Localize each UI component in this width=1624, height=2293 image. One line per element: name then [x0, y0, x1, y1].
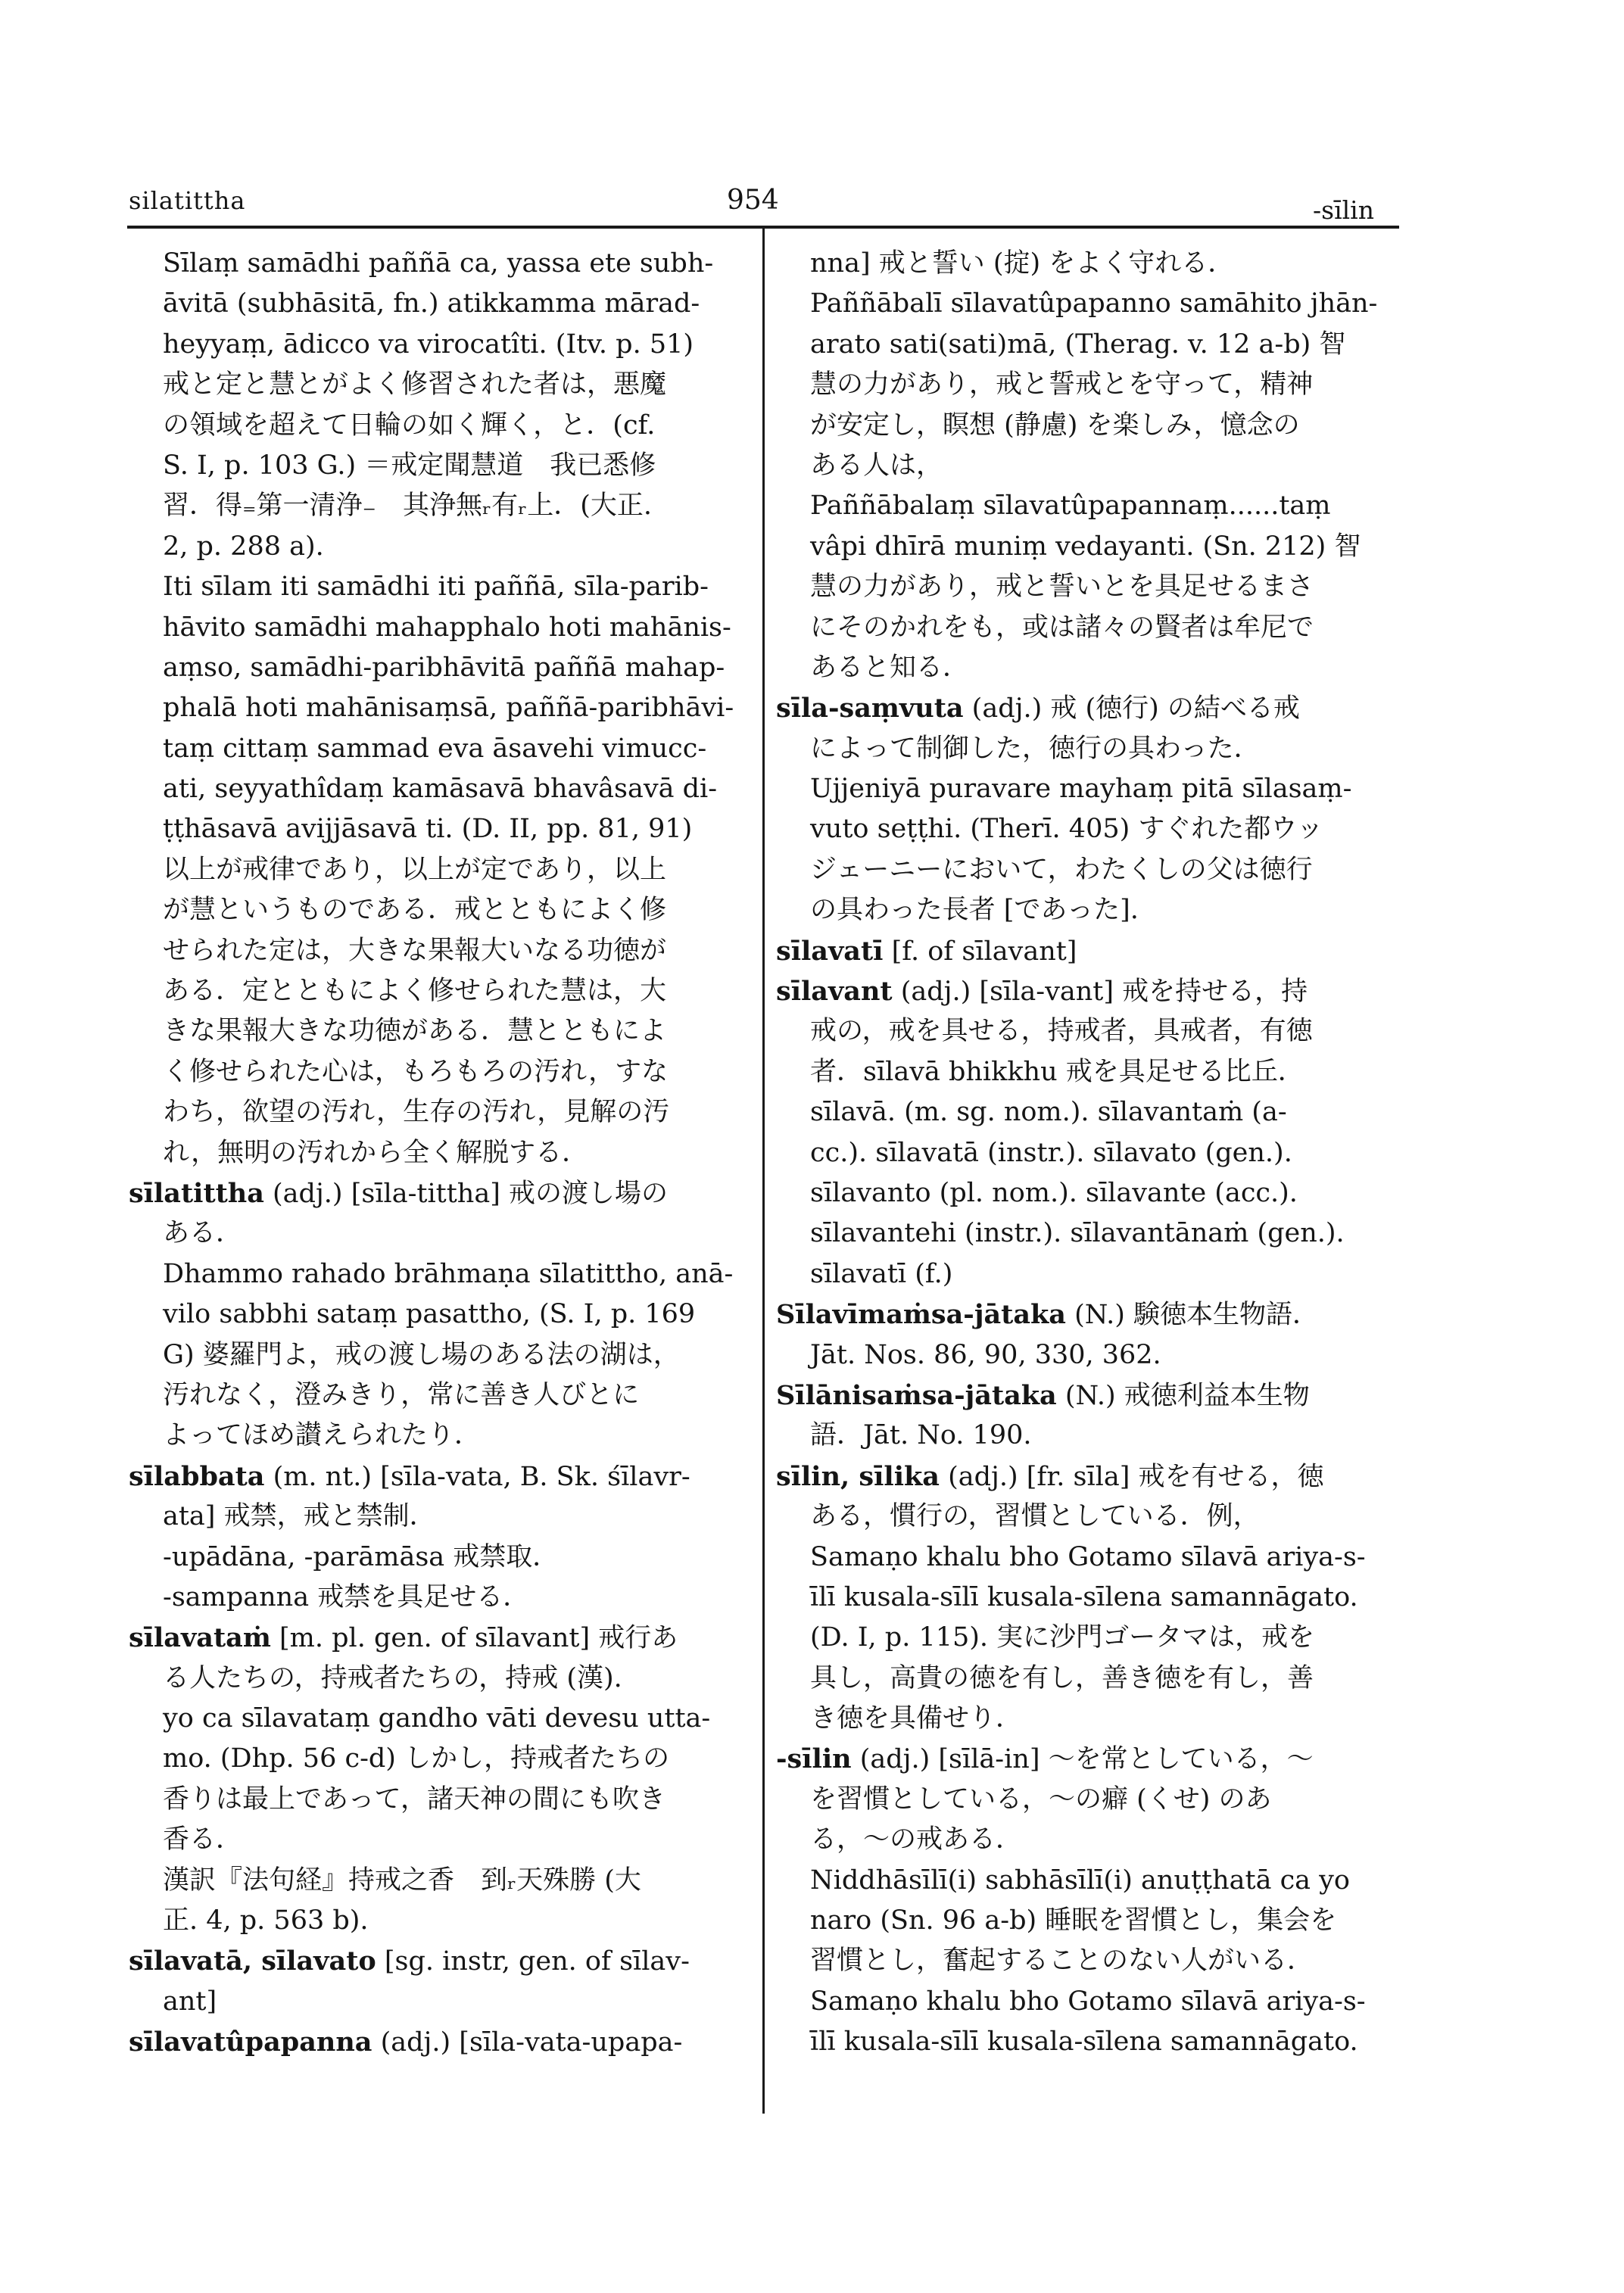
entry-definition: (adj.) [fr. sīla] 戒を有せる，徳 [939, 1461, 1324, 1492]
entry-headword-line [776, 688, 1401, 728]
entry-headword-line [129, 1618, 750, 1658]
entry-text-line: の具わった長者 [であった]. [810, 895, 1139, 926]
entry-text-line: 習慣とし，奮起することのない人がいる． [810, 1946, 1314, 1977]
entry-headword-line [776, 971, 1401, 1011]
entry-text-line: -upādāna, -parāmāsa 戒禁取． [163, 1541, 560, 1572]
entry-text-line: 習．得₌第一清浄₋ 其浄無ᵣ有ᵣ上．(大正. [163, 491, 653, 522]
headword: -sīlin [776, 1743, 852, 1775]
entry-text-line: vuto seṭṭhi. (Therī. 405) すぐれた都ウッ [810, 814, 1323, 845]
entry-text-line: わち，欲望の汚れ，生存の汚れ，見解の汚 [163, 1097, 670, 1128]
entry-text-line: Iti sīlam iti samādhi iti paññā, sīla-parib- [163, 572, 709, 603]
entry-headword-line [776, 1456, 1401, 1497]
entry-text-line: phalā hoti mahānisaṃsā, paññā-paribhāvi- [163, 693, 734, 724]
entry-definition: (adj.) [sīla-vata-upapa- [372, 2027, 683, 2058]
entry-headword-line [129, 1456, 750, 1497]
running-head-left: silatittha [129, 186, 246, 215]
entry-text-line: Jāt. Nos. 86, 90, 330, 362. [810, 1339, 1161, 1370]
headword: sīla-saṃvuta [776, 693, 964, 724]
headword: Sīlānisaṁsa-jātaka [776, 1379, 1057, 1411]
entry-text-line: によって制御した，徳行の具わった． [810, 733, 1261, 764]
entry-text-line: sīlavā. (m. sg. nom.). sīlavantaṁ (a- [810, 1097, 1287, 1128]
entry-text-line: 香る． [163, 1824, 243, 1855]
entry-definition: (N.) 験徳本生物語． [1065, 1300, 1320, 1331]
entry-text-line: āvitā (subhāsitā, fn.) atikkamma mārad- [163, 288, 700, 319]
entry-text-line: 戒の，戒を具せる，持戒者，具戒者，有徳 [810, 1016, 1313, 1047]
entry-headword-line [129, 1173, 750, 1213]
entry-definition: (adj.) 戒 (徳行) の結べる戒 [963, 693, 1300, 724]
entry-text-line: mo. (Dhp. 56 c-d) しかし，持戒者たちの [163, 1743, 670, 1774]
entry-text-line: ある．定とともによく修せられた慧は，大 [163, 976, 667, 1007]
entry-text-line: れ，無明の汚れから全く解脱する． [163, 1137, 589, 1168]
headword: sīlavatûpapanna [129, 2027, 372, 2058]
entry-text-line: vâpi dhīrā muniṃ vedayanti. (Sn. 212) 智 [810, 531, 1361, 562]
entry-text-line: が安定し，瞑想 (静慮) を楽しみ，憶念の [810, 410, 1300, 441]
entry-definition: [sg. instr, gen. of sīlav- [376, 1946, 690, 1977]
entry-definition: (adj.) [sīla-vant] 戒を持せる，持 [892, 977, 1308, 1008]
entry-text-line: 香りは最上であって，諸天神の間にも吹き [163, 1784, 665, 1815]
headword: sīlabbata [129, 1460, 265, 1492]
entry-headword-line [776, 931, 1401, 971]
entry-headword-line [776, 1739, 1401, 1779]
entry-text-line: く修せられた心は，もろもろの汚れ，すな [163, 1056, 669, 1087]
entry-text-line: ati, seyyathîdaṃ kamāsavā bhavâsavā di- [163, 774, 718, 805]
headword: sīlavatā, sīlavato [129, 1946, 376, 1977]
entry-text-line: 者．sīlavā bhikkhu 戒を具足せる比丘． [810, 1056, 1304, 1087]
entry-text-line: hāvito samādhi mahapphalo hoti mahānis- [163, 612, 731, 643]
entry-text-line: が慧というものである．戒とともによく修 [163, 895, 667, 926]
entry-definition: (adj.) [sīla-tittha] 戒の渡し場の [263, 1178, 668, 1209]
entry-text-line: īlī kusala-sīlī kusala-sīlena samannāgato. [810, 2027, 1358, 2058]
entry-text-line: る人たちの，持戒者たちの，持戒 (漢). [163, 1662, 622, 1693]
entry-text-line: 2, p. 288 a). [163, 531, 324, 562]
entry-text-line: naro (Sn. 96 a-b) 睡眠を習慣とし，集会を [810, 1905, 1337, 1936]
entry-text-line: よってほめ讃えられたり． [163, 1420, 482, 1451]
entry-text-line: yo ca sīlavataṃ gandho vāti devesu utta- [163, 1703, 711, 1734]
entry-text-line: る，～の戒ある． [810, 1824, 1023, 1855]
entry-text-line: 汚れなく，澄みきり，常に善き人びとに [163, 1379, 640, 1410]
entry-text-line: aṃso, samādhi-paribhāvitā paññā mahap- [163, 652, 725, 683]
entry-headword-line [129, 1941, 750, 1981]
entry-text-line: き徳を具備せり． [810, 1703, 1023, 1734]
entry-text-line: ある，慣行の，習慣としている．例， [810, 1501, 1260, 1532]
entry-definition: [f. of sīlavant] [883, 936, 1077, 967]
headword: sīlavant [776, 976, 893, 1008]
column-divider [762, 229, 765, 2114]
entry-text-line: G) 婆羅門よ，戒の渡し場のある法の湖は， [163, 1339, 680, 1370]
entry-text-line: 慧の力があり，戒と誓戒とを守って，精神 [810, 369, 1314, 400]
headword: sīlin, sīlika [776, 1460, 940, 1492]
entry-text-line: vilo sabbhi sataṃ pasattho, (S. I, p. 169 [163, 1299, 696, 1330]
entry-text-line: の領域を超えて日輪の如く輝く，と．(cf. [163, 410, 656, 441]
entry-text-line: (D. I, p. 115). 実に沙門ゴータマは，戒を [810, 1622, 1315, 1653]
entry-definition: (adj.) [sīlā-in] ～を常としている，～ [851, 1744, 1314, 1775]
entry-text-line: 語．Jāt. No. 190. [810, 1420, 1032, 1451]
entry-text-line: nna] 戒と誓い (掟) をよく守れる． [810, 248, 1235, 279]
entry-text-line: heyyaṃ, ādicco va virocatîti. (Itv. p. 51) [163, 329, 694, 360]
entry-text-line: 具し，高貴の徳を有し，善き徳を有し，善 [810, 1662, 1314, 1693]
entry-text-line: 正. 4, p. 563 b). [163, 1905, 369, 1936]
entry-text-line: sīlavantehi (instr.). sīlavantānaṁ (gen.). [810, 1218, 1345, 1249]
entry-text-line: 慧の力があり，戒と誓いとを具足せるまさ [810, 572, 1314, 603]
entry-text-line: 漢訳『法句経』持戒之香 到ᵣ天殊勝 (大 [163, 1865, 641, 1896]
headword: sīlatittha [129, 1177, 264, 1209]
entry-text-line: ṭṭhāsavā avijjāsavā ti. (D. II, pp. 81, 91) [163, 814, 693, 845]
entry-text-line: S. I, p. 103 G.) ＝戒定聞慧道 我已悉修 [163, 450, 656, 481]
entry-text-line: Samaṇo khalu bho Gotamo sīlavā ariya-s- [810, 1986, 1366, 2017]
entry-text-line: Paññābalaṃ sīlavatûpapannaṃ......taṃ [810, 491, 1331, 522]
entry-definition: (m. nt.) [sīla-vata, B. Sk. śīlavr- [264, 1461, 690, 1492]
entry-text-line: ant] [163, 1986, 217, 2017]
headword: Sīlavīmaṁsa-jātaka [776, 1299, 1066, 1331]
left-column [129, 244, 750, 2063]
running-head-right: -sīlin [1312, 195, 1374, 225]
entry-text-line: せられた定は，大きな果報大いなる功徳が [163, 935, 667, 966]
headword: sīlavatī [776, 935, 884, 967]
entry-text-line: Paññābalī sīlavatûpapanno samāhito jhān- [810, 288, 1378, 319]
entry-text-line: arato sati(sati)mā, (Therag. v. 12 a-b) 智 [810, 329, 1346, 360]
entry-headword-line [129, 2022, 750, 2062]
entry-text-line: Ujjeniyā puravare mayhaṃ pitā sīlasaṃ- [810, 774, 1352, 805]
entry-text-line: ata] 戒禁，戒と禁制． [163, 1501, 436, 1532]
entry-text-line: Sīlaṃ samādhi paññā ca, yassa ete subh- [163, 248, 714, 279]
page-number: 954 [727, 185, 779, 216]
entry-text-line: 戒と定と慧とがよく修習された者は，悪魔 [163, 369, 667, 400]
entry-text-line: Samaṇo khalu bho Gotamo sīlavā ariya-s- [810, 1541, 1366, 1572]
entry-text-line: cc.). sīlavatā (instr.). sīlavato (gen.). [810, 1137, 1292, 1168]
entry-text-line: Niddhāsīlī(i) sabhāsīlī(i) anuṭṭhatā ca yo [810, 1865, 1351, 1896]
entry-text-line: taṃ cittaṃ sammad eva āsavehi vimucc- [163, 733, 707, 764]
entry-text-line: ジェーニーにおいて，わたくしの父は徳行 [810, 854, 1313, 885]
entry-text-line: を習慣としている，～の癖 (くせ) のあ [810, 1784, 1272, 1815]
entry-text-line: にそのかれをも，或は諸々の賢者は牟尼で [810, 612, 1314, 643]
entry-text-line: ある． [163, 1218, 243, 1249]
entry-text-line: きな果報大きな功徳がある．慧とともによ [163, 1016, 667, 1047]
entry-definition: [m. pl. gen. of sīlavant] 戒行あ [270, 1623, 678, 1654]
entry-text-line: 以上が戒律であり，以上が定であり，以上 [163, 854, 667, 885]
entry-text-line: あると知る． [810, 652, 970, 683]
entry-headword-line [776, 1375, 1401, 1416]
entry-headword-line [776, 1294, 1401, 1335]
entry-text-line: Dhammo rahado brāhmaṇa sīlatittho, anā- [163, 1258, 734, 1289]
entry-text-line: ある人は， [810, 450, 943, 481]
right-column [776, 244, 1401, 2063]
entry-text-line: -sampanna 戒禁を具足せる． [163, 1581, 530, 1612]
entry-text-line: īlī kusala-sīlī kusala-sīlena samannāgato. [810, 1581, 1358, 1612]
headword: sīlavataṁ [129, 1622, 271, 1654]
entry-text-line: sīlavatī (f.) [810, 1258, 953, 1289]
entry-definition: (N.) 戒徳利益本生物 [1056, 1380, 1310, 1411]
entry-text-line: sīlavanto (pl. nom.). sīlavante (acc.). [810, 1177, 1298, 1208]
